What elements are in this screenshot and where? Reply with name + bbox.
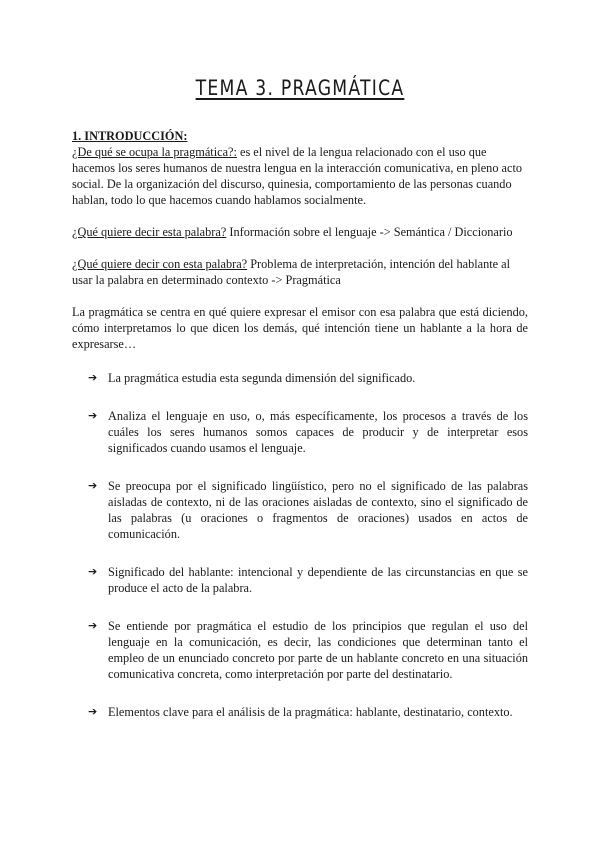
list-item xyxy=(72,618,528,682)
list-item-text: Se preocupa por el significado lingüístico, pero no el significado de las palabras aisladas de contexto, ni de las oraciones aisladas de contexto, sino el significado de las palabras (u oraciones o fragmentos de oraciones) usados en actos de comunicación. xyxy=(108,479,528,541)
page-title: TEMA 3. PRAGMÁTICA xyxy=(195,76,405,100)
arrow-icon: ➔ xyxy=(88,565,98,578)
paragraph-q2 xyxy=(72,224,528,240)
list-item xyxy=(72,564,528,596)
bullet-list xyxy=(72,370,528,720)
section-heading: 1. INTRODUCCIÓN: xyxy=(72,129,188,143)
question-3: ¿Qué quiere decir con esta palabra? xyxy=(72,257,248,271)
paragraph-q1 xyxy=(72,144,528,208)
answer-2: Información sobre el lenguaje -> Semántica / Diccionario xyxy=(226,225,513,239)
arrow-icon: ➔ xyxy=(88,409,98,422)
arrow-icon: ➔ xyxy=(88,371,98,384)
question-2: ¿Qué quiere decir esta palabra? xyxy=(72,225,227,239)
list-item xyxy=(72,478,528,542)
list-item xyxy=(72,704,528,720)
list-item-text: Elementos clave para el análisis de la pragmática: hablante, destinatario, contexto. xyxy=(108,705,513,719)
arrow-icon: ➔ xyxy=(88,705,98,718)
intro-paragraph: La pragmática se centra en qué quiere expresar el emisor con esa palabra que está diciendo, cómo interpretamos lo que dicen los demás, qué intención tiene un hablante a la hora de expresarse… xyxy=(72,305,528,351)
arrow-icon: ➔ xyxy=(88,479,98,492)
list-item-text: Se entiende por pragmática el estudio de los principios que regulan el uso del lenguaje en la comunicación, es decir, las condiciones que determinan tanto el empleo de un enunciado concreto por parte de un hablante concreto en una situación comunicativa concreta, como interpretación por parte del destinatario. xyxy=(108,619,528,681)
answer-1: es el nivel de la lengua relacionado con el uso que hacemos los seres humanos de nuestra lengua en la interacción comunicativa, en pleno acto social. De la organización del discurso, quinesia, comportamiento de las personas cuando hablan, todo lo que hacemos cuando hablamos socialmente. xyxy=(72,145,523,207)
arrow-icon: ➔ xyxy=(88,619,98,632)
list-item xyxy=(72,408,528,456)
list-item xyxy=(72,370,528,386)
question-1: ¿De qué se ocupa la pragmática?: xyxy=(72,145,237,159)
paragraph-q3 xyxy=(72,256,528,288)
list-item-text: La pragmática estudia esta segunda dimensión del significado. xyxy=(108,371,416,385)
list-item-text: Analiza el lenguaje en uso, o, más específicamente, los procesos a través de los cuáles los seres humanos somos capaces de producir y de interpretar esos significados cuando usamos el lenguaje. xyxy=(108,409,528,455)
answer-3: Problema de interpretación, intención del hablante al usar la palabra en determinado contexto -> Pragmática xyxy=(72,257,511,287)
list-item-text: Significado del hablante: intencional y dependiente de las circunstancias en que se produce el acto de la palabra. xyxy=(108,565,528,595)
document-body xyxy=(72,128,528,742)
